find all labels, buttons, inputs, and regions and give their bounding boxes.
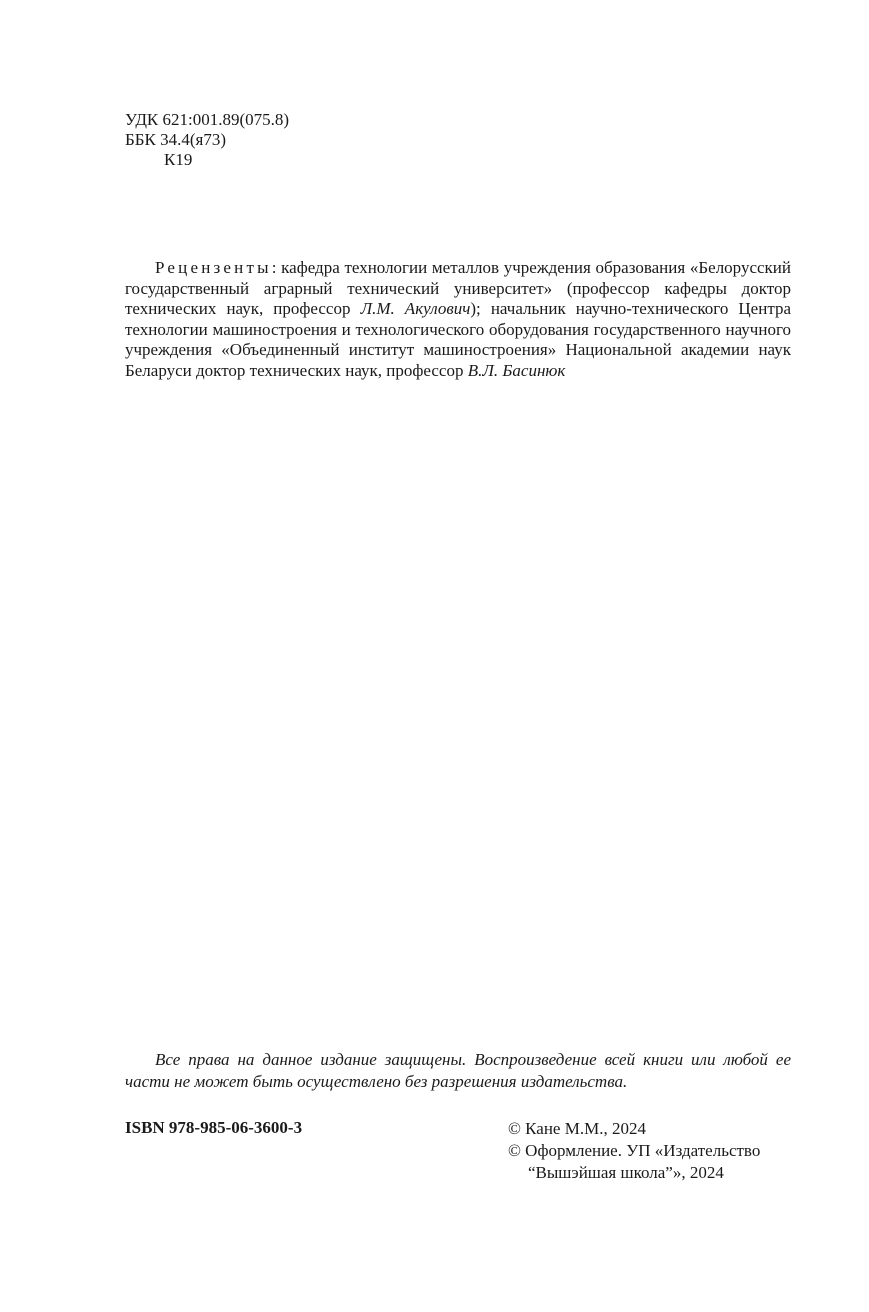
copyright-publisher-cont: “Вышэйшая школа”», 2024 bbox=[528, 1163, 724, 1182]
udk-code: УДК 621:001.89(075.8) bbox=[125, 110, 290, 129]
bbk-code: ББК 34.4(я73) bbox=[125, 130, 227, 149]
reviewer-name-2: В.Л. Басинюк bbox=[467, 360, 566, 380]
isbn-number: ISBN 978-985-06-3600-3 bbox=[125, 1118, 303, 1137]
copyright-block bbox=[508, 1118, 760, 1184]
copyright-publisher: © Оформление. УП «Издательство bbox=[508, 1141, 761, 1160]
reviewers-label: Рецензенты bbox=[155, 258, 272, 277]
rights-notice bbox=[125, 1049, 791, 1093]
reviewers-paragraph bbox=[125, 258, 791, 382]
rights-notice-text: Все права на данное издание защищены. Воспроизведение всей книги или любой ее части не может быть осуществлено без разрешения издательства. bbox=[125, 1050, 791, 1091]
reviewer-name-1: Л.М. Акулович bbox=[360, 299, 471, 319]
reviewers-text-1: : кафедра технологии металлов учреждения образования «Белорусский государственный аграрный технический университет» (профессор кафедры доктор технических наук, профессор bbox=[125, 258, 791, 319]
classification-block bbox=[125, 110, 289, 170]
author-mark: К19 bbox=[164, 150, 193, 169]
reviewers-text-2: ); начальник научно-технического Центра технологии машиностроения и технологического оборудования государственного научного учреждения «Объединенный институт машиностроения» Национальной академии наук Беларуси доктор технических наук, профессор bbox=[125, 299, 792, 380]
copyright-author: © Кане М.М., 2024 bbox=[508, 1119, 646, 1138]
